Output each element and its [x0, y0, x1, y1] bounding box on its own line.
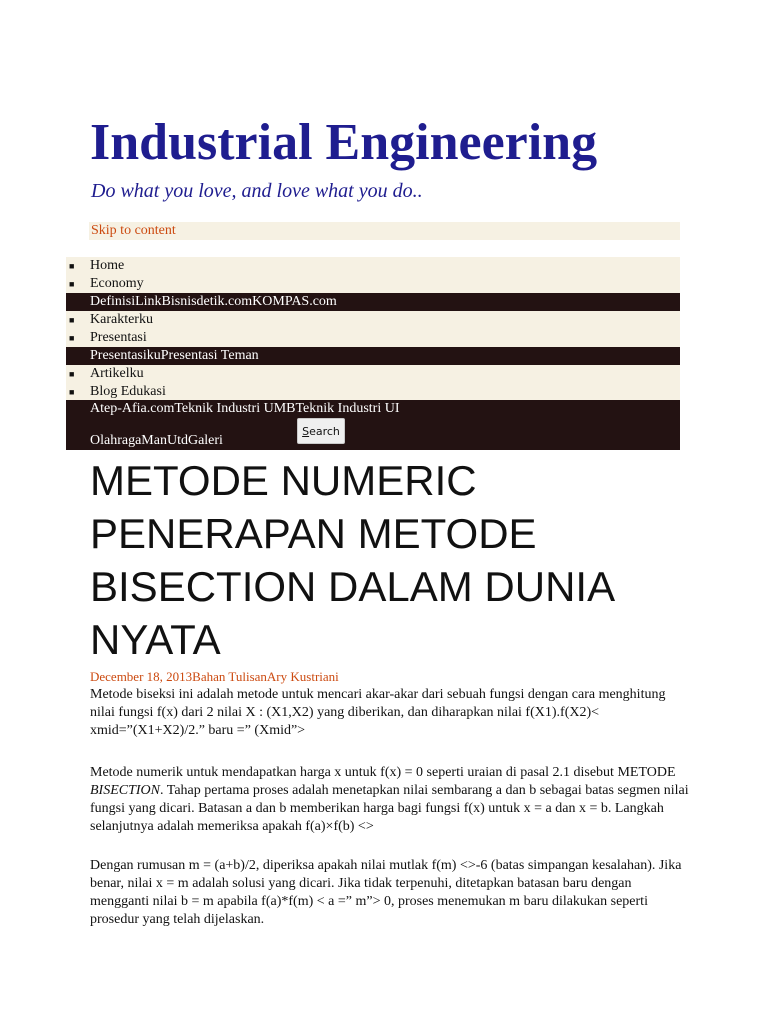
bullet-icon: ■: [69, 315, 75, 325]
post-paragraph-2-text: Metode numerik untuk mendapatkan harga x untuk f(x) = 0 seperti uraian di pasal 2.1 disebut METODE: [90, 765, 676, 780]
post-paragraph-2: [90, 764, 690, 836]
site-tagline: Do what you love, and love what you do..: [91, 180, 423, 202]
nav-item-label: Economy: [90, 276, 144, 291]
site-title[interactable]: Industrial Engineering: [90, 114, 598, 171]
post-paragraph-2-text-rest: . Tahap pertama proses adalah menetapkan nilai sembarang a dan b sebagai batas segmen nilai fungsi yang dicari. Batasan a dan b memberikan harga bagi fungsi f(x) untuk x = a dan x = b. Langkah selanjutnya adalah memeriksa apakah f(a)×f(b) <>: [90, 783, 689, 834]
nav-item-label: Karakterku: [90, 312, 153, 327]
nav-item-economy[interactable]: [66, 275, 680, 293]
nav-item-artikelku[interactable]: [66, 365, 680, 383]
post-paragraph-2-emphasis: BISECTION: [90, 783, 160, 798]
nav-submenu-presentasi[interactable]: [66, 347, 680, 365]
nav-submenu-label: PresentasikuPresentasi Teman: [90, 348, 259, 363]
post-paragraph-1: Metode biseksi ini adalah metode untuk mencari akar-akar dari sebuah fungsi dengan cara menghitung nilai fungsi f(x) dari 2 nilai X : (X1,X2) yang diberikan, dan diharapkan nilai f(X1).f(X2)< xmid=”(X1+X2)/2.” baru =” (Xmid”>: [90, 687, 666, 738]
nav-item-blog-edukasi[interactable]: [66, 383, 680, 401]
nav-item-home[interactable]: [66, 257, 680, 275]
post-paragraph-3: Dengan rumusan m = (a+b)/2, diperiksa apakah nilai mutlak f(m) <>-6 (batas simpangan kesalahan). Jika benar, nilai x = m adalah solusi yang dicari. Jika tidak terpenuhi, ditetapkan batasan baru dengan mengganti nilai b = m apabila f(a)*f(m) < a =” m”> 0, proses menemukan m baru dilakukan seperti prosedur yang telah dijelaskan.: [90, 858, 682, 927]
search-button-label: earch: [309, 424, 340, 438]
nav-item-label: Home: [90, 258, 125, 273]
nav-submenu-economy[interactable]: [66, 293, 680, 311]
nav-submenu-links-galeri[interactable]: OlahragaManUtdGaleri: [90, 433, 223, 448]
bullet-icon: ■: [69, 387, 75, 397]
nav-item-label: Blog Edukasi: [90, 384, 166, 399]
nav-submenu-links-blog[interactable]: Atep-Afia.comTeknik Industri UMBTeknik Industri UI: [90, 401, 400, 416]
post-title[interactable]: METODE NUMERIC PENERAPAN METODE BISECTION DALAM DUNIA NYATA: [90, 457, 613, 663]
nav-submenu-label: DefinisiLinkBisnisdetik.comKOMPAS.com: [90, 294, 337, 309]
bullet-icon: ■: [69, 279, 75, 289]
bullet-icon: ■: [69, 333, 75, 343]
post-meta[interactable]: December 18, 2013Bahan TulisanAry Kustriani: [90, 669, 339, 684]
nav-item-label: Artikelku: [90, 366, 144, 381]
search-button[interactable]: [297, 418, 345, 444]
bullet-icon: ■: [69, 261, 75, 271]
nav-submenu-blog-edukasi: [66, 400, 680, 450]
bullet-icon: ■: [69, 369, 75, 379]
search-button-accesskey: S: [302, 424, 310, 438]
nav-item-karakterku[interactable]: [66, 311, 680, 329]
nav-item-presentasi[interactable]: [66, 329, 680, 347]
skip-to-content-link[interactable]: Skip to content: [89, 222, 680, 240]
nav-item-label: Presentasi: [90, 330, 147, 345]
